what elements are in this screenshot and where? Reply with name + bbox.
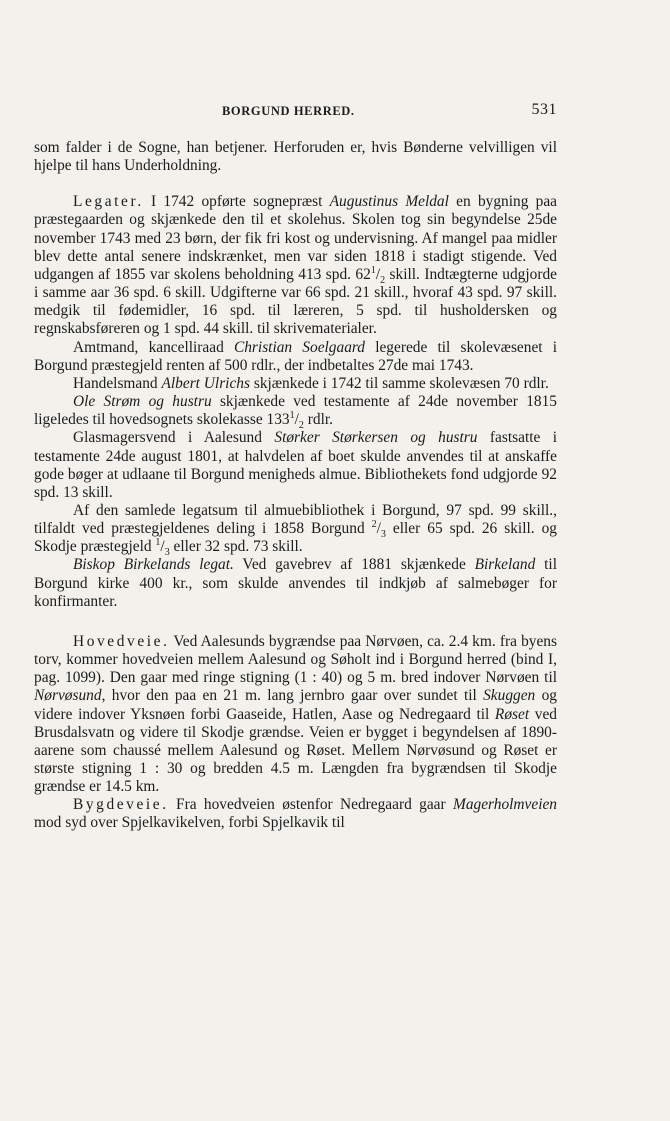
section-gap [34, 611, 557, 633]
paragraph-amtmand: Amtmand, kancelliraad Christian Soelgaard legerede til skolevæsenet i Borgund præstegjeld renten af 500 rdlr., der indbetaltes 27de mai 1743. [34, 338, 558, 374]
fraction-denominator: 2 [298, 420, 304, 432]
person-name: Augustinus Meldal [329, 193, 449, 211]
person-name: Ole Strøm og hustru [73, 393, 212, 411]
paragraph-continuation: som falder i de Sogne, han betjener. Herforuden er, hvis Bønderne velvilligen vil hjelpe til hans Underholdning. [34, 139, 557, 175]
paragraph-legatsum: Af den samlede legatsum til almuebibliothek i Borgund, 97 spd. 99 skill., tilfaldt ved præstegjeldenes deling i 1858 Borgund $^2/_3$ eller 65 spd. 26 skill. og Skodje præstegjeld $^1/_3$ eller 32 spd. 73 skill. [34, 501, 557, 559]
section-heading-bygdeveie: Bygdeveie. [73, 796, 169, 814]
section-heading-legater: Legater. [73, 193, 144, 211]
paragraph-handelsmand: Handelsmand Albert Ulrichs skjænkede i 1742 til samme skolevæsen 70 rdlr. [73, 374, 549, 392]
paragraph-legater: Legater. I 1742 opførte sognepræst Augustinus Meldal en bygning paa præstegaarden og skjænkede den til et skolehus. Skolen tog sin begyndelse 25de november 1743 med 23 børn, der fik fri kost og undervisning. Af mangel paa midler blev dette antal senere indskrænket, men var siden 1818 i stadigt stigende. Ved udgangen af 1855 var skolens beholdning 413 spd. $62^1/_2$ skill. Indtægterne udgjorde i samme aar 36 spd. 6 skill. Udgifterne var 66 spd. 21 skill., hvoraf 43 spd. 97 skill. medgik til fødemidler, 16 spd. til læreren, 5 spd. til husholdersken og regnskabsføreren og 1 spd. 44 skill. til skrivematerialer. [34, 193, 557, 338]
fraction-numerator: 1 [155, 537, 161, 549]
paragraph-glasmagersvend: Glasmagersvend i Aalesund Størker Størkersen og hustru fastsatte i testamente 24de august 1801, at halvdelen af boet skulde anvendes til at anskaffe gode bøger at udlaane til Borgund menigheds almue. Bibliothekets fond udgjorde 92 spd. 13 skill. [34, 429, 558, 501]
paragraph-hovedveie: Hovedveie. Ved Aalesunds bygrændse paa Nørvøen, ca. 2.4 km. fra byens torv, kommer hovedveien mellem Aalesund og Søholt ind i Borgund herred (bind I, pag. 1099). Den gaar med ringe stigning (1 : 40) og 5 m. bred indover Nørvøen til Nørvøsund, hvor den paa en 21 m. lang jernbro gaar over sundet til Skuggen og videre indover Yksnøen forbi Gaaseide, Hatlen, Aase og Nedregaard til Røset ved Brusdalsvatn og videre til Skodje grændse. Veien er bygget i begyndelsen af 1890-aarene som chaussé mellem Aalesund og Røset. Mellem Nørvøsund og Røset er største stigning 1 : 30 og bredden 4.5 m. Længden fra bygrændsen til Skodje grændse er 14.5 km. [34, 632, 557, 796]
running-head [34, 101, 557, 123]
person-name: Albert Ulrichs [161, 374, 250, 392]
person-name: Størker Størkersen og hustru [274, 429, 478, 447]
person-name: Birkeland [474, 556, 536, 574]
paragraph-bygdeveie: Bygdeveie. Fra hovedveien østenfor Nedregaard gaar Magerholmveien mod syd over Spjelkavikelven, forbi Spjelkavik til [34, 796, 557, 832]
paragraph-biskop: Biskop Birkelands legat. Ved gavebrev af 1881 skjænkede Birkeland til Borgund kirke 400 kr., som skulde anvendes til indkjøb af salmebøger for konfirmanter. [34, 556, 557, 610]
body-text [34, 139, 557, 833]
fraction-numerator: 1 [289, 410, 295, 422]
person-name: Christian Soelgaard [233, 338, 366, 356]
fraction-denominator: 3 [380, 529, 386, 541]
running-head-title: BORGUND HERRED. [222, 104, 355, 118]
paragraph-ole-strom: Ole Strøm og hustru skjænkede ved testamente af 24de november 1815 ligeledes til hovedsognets skolekasse $133^1/_2$ rdlr. [34, 393, 557, 432]
place-name: Røset [494, 705, 530, 723]
place-name: Nørvøsund [34, 687, 102, 705]
fraction-numerator: 2 [371, 519, 377, 530]
road-name: Magerholmveien [453, 796, 557, 814]
legacy-name: Biskop Birkelands legat. [73, 556, 234, 574]
fraction-denominator: 2 [380, 275, 386, 287]
section-gap [34, 175, 557, 193]
fraction-denominator: 3 [164, 547, 170, 559]
place-name: Skuggen [483, 687, 536, 705]
section-heading-hovedveie: Hovedveie. [73, 632, 170, 650]
page-number: 531 [531, 101, 557, 118]
fraction-numerator: 1 [370, 264, 376, 276]
